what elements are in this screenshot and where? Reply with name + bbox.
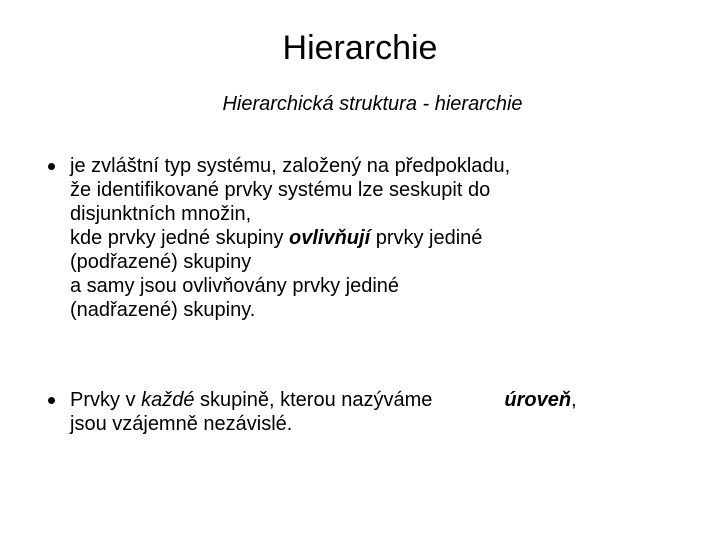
slide-subtitle: Hierarchická struktura - hierarchie [222, 93, 523, 115]
bullet-icon [48, 397, 55, 404]
text-run: , [571, 389, 577, 411]
bullet-line: (nadřazené) skupiny. [70, 299, 256, 321]
slide-title: Hierarchie [282, 29, 438, 67]
emphasis-text: úroveň [504, 389, 572, 411]
bullet-item-definition [48, 154, 648, 322]
text-run: skupině, kterou nazýváme [194, 389, 433, 411]
bullet-item-levels [48, 388, 688, 436]
bullet-line: disjunktních množin, [70, 203, 252, 225]
bullet-line [70, 388, 688, 412]
bullet-line [70, 226, 648, 250]
bullet-text [70, 388, 688, 436]
text-run: kde prvky jedné skupiny [70, 227, 290, 249]
emphasis-text: ovlivňují [289, 227, 371, 249]
bullet-line: že identifikované prvky systému lze seskupit do [70, 179, 491, 201]
bullet-line: (podřazené) skupiny [70, 251, 252, 273]
text-run: prvky jediné [370, 227, 483, 249]
emphasis-text: každé [141, 389, 195, 411]
bullet-line: je zvláštní typ systému, založený na předpokladu, [70, 155, 511, 177]
text-run: Prvky v [70, 389, 142, 411]
bullet-text [70, 154, 648, 322]
bullet-line: jsou vzájemně nezávislé. [70, 413, 293, 435]
bullet-icon [48, 163, 55, 170]
bullet-line: a samy jsou ovlivňovány prvky jediné [70, 275, 400, 297]
